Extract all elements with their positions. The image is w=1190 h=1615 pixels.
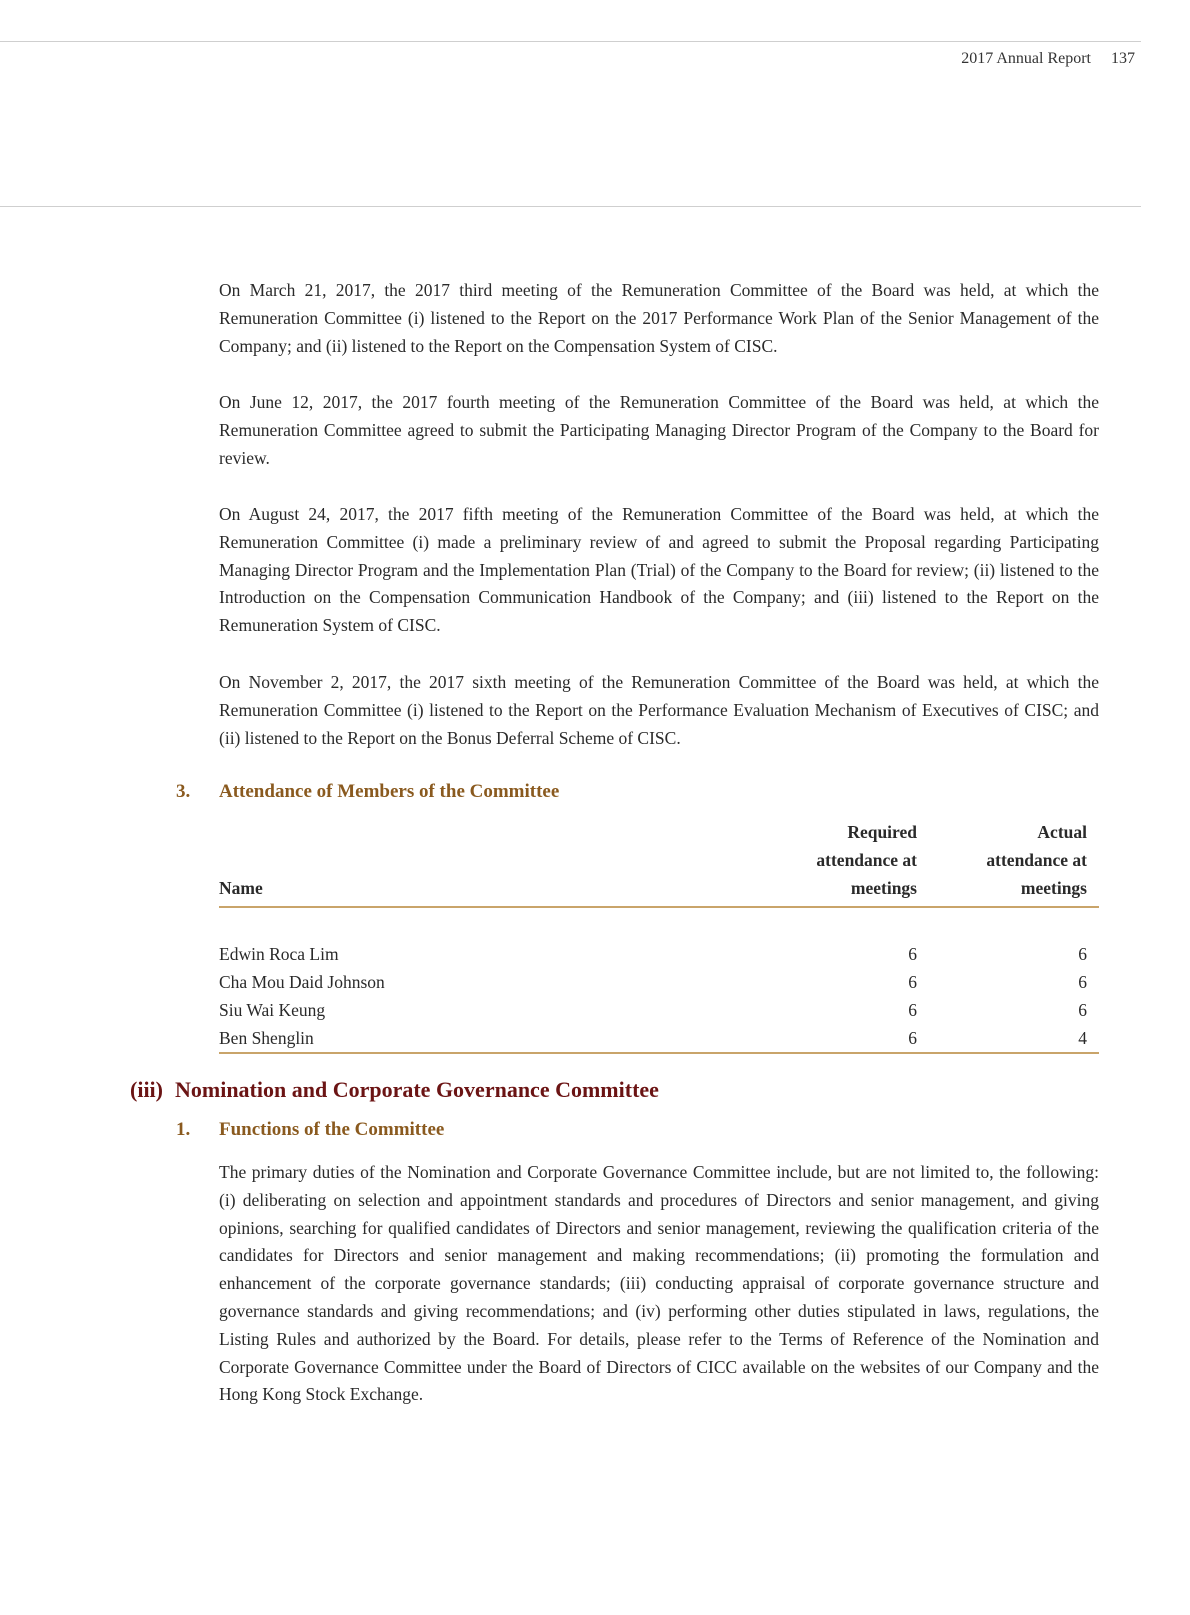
functions-body: The primary duties of the Nomination and Corporate Governance Committee include, but are not limited to, the following: (i) deliberating on selection and appointment standards and procedures of Directors and senior management, and giving opinions, searching for qualified candidates of Directors and senior management, reviewing the qualification criteria of the candidates for Directors and senior management and making recommendations; (ii) promoting the formulation and enhancement of the corporate governance standards; (iii) conducting appraisal of corporate governance structure and governance standards and giving recommendations; and (iv) performing other duties stipulated in laws, regulations, the Listing Rules and authorized by the Board. For details, please refer to the Terms of Reference of the Nomination and Corporate Governance Committee under the Board of Directors of CICC available on the websites of our Company and the Hong Kong Stock Exchange. bbox=[219, 1162, 1099, 1405]
header-name: Name bbox=[219, 818, 747, 907]
attendance-section-number: 3. bbox=[176, 781, 191, 802]
table-row bbox=[219, 968, 1099, 996]
header-required-line2: attendance at bbox=[816, 850, 917, 870]
paragraph-june-meeting: On June 12, 2017, the 2017 fourth meeting of the Remuneration Committee of the Board was held, at which the Remuneration Committee agreed to submit the Participating Managing Director Program of the Company to the Board for review. bbox=[219, 392, 1099, 468]
table-row bbox=[219, 940, 1099, 968]
header-actual-line1: Actual bbox=[1037, 822, 1087, 842]
member-name: Cha Mou Daid Johnson bbox=[219, 972, 385, 992]
running-header bbox=[961, 50, 1135, 68]
table-header-row bbox=[219, 818, 1099, 907]
header-bottom-rule bbox=[0, 206, 1141, 207]
table-spacer bbox=[219, 907, 1099, 940]
functions-subsection-title: Functions of the Committee bbox=[219, 1119, 445, 1140]
header-required-line3: meetings bbox=[850, 878, 917, 898]
header-top-rule bbox=[0, 41, 1141, 42]
header-required-attendance bbox=[747, 818, 917, 907]
member-name: Ben Shenglin bbox=[219, 1024, 747, 1053]
required-attendance: 6 bbox=[908, 944, 917, 964]
nomination-section-number: (iii) bbox=[130, 1077, 163, 1102]
attendance-table bbox=[219, 818, 1099, 1054]
nomination-section-title: Nomination and Corporate Governance Committee bbox=[175, 1077, 659, 1102]
member-name: Siu Wai Keung bbox=[219, 1000, 326, 1020]
required-attendance: 6 bbox=[747, 1024, 917, 1053]
header-actual-attendance bbox=[917, 818, 1099, 907]
page-number: 137 bbox=[1111, 50, 1135, 67]
header-actual-line2: attendance at bbox=[986, 850, 1087, 870]
actual-attendance: 6 bbox=[1078, 944, 1087, 964]
paragraph-november-meeting: On November 2, 2017, the 2017 sixth meeting of the Remuneration Committee of the Board was held, at which the Remuneration Committee (i) listened to the Report on the Performance Evaluation Mechanism of Executives of CISC; and (ii) listened to the Report on the Bonus Deferral Scheme of CISC. bbox=[219, 672, 1099, 748]
report-title: 2017 Annual Report bbox=[961, 50, 1091, 67]
member-name: Edwin Roca Lim bbox=[219, 944, 339, 964]
paragraph-august-meeting: On August 24, 2017, the 2017 fifth meeting of the Remuneration Committee of the Board was held, at which the Remuneration Committee (i) made a preliminary review of and agreed to submit the Proposal regarding Participating Managing Director Program and the Implementation Plan (Trial) of the Company to the Board for review; (ii) listened to the Introduction on the Compensation Communication Handbook of the Company; and (iii) listened to the Report on the Remuneration System of CISC. bbox=[219, 504, 1099, 636]
table-row bbox=[219, 1024, 1099, 1053]
required-attendance: 6 bbox=[908, 972, 917, 992]
header-actual-line3: meetings bbox=[1020, 878, 1087, 898]
required-attendance: 6 bbox=[908, 1000, 917, 1020]
attendance-section-title: Attendance of Members of the Committee bbox=[219, 781, 560, 802]
functions-subsection-number: 1. bbox=[176, 1119, 191, 1140]
paragraph-march-meeting: On March 21, 2017, the 2017 third meeting of the Remuneration Committee of the Board was held, at which the Remuneration Committee (i) listened to the Report on the 2017 Performance Work Plan of the Senior Management of the Company; and (ii) listened to the Report on the Compensation System of CISC. bbox=[219, 280, 1099, 356]
actual-attendance: 4 bbox=[917, 1024, 1099, 1053]
actual-attendance: 6 bbox=[1078, 972, 1087, 992]
actual-attendance: 6 bbox=[1078, 1000, 1087, 1020]
header-required-line1: Required bbox=[847, 822, 917, 842]
table-row bbox=[219, 996, 1099, 1024]
